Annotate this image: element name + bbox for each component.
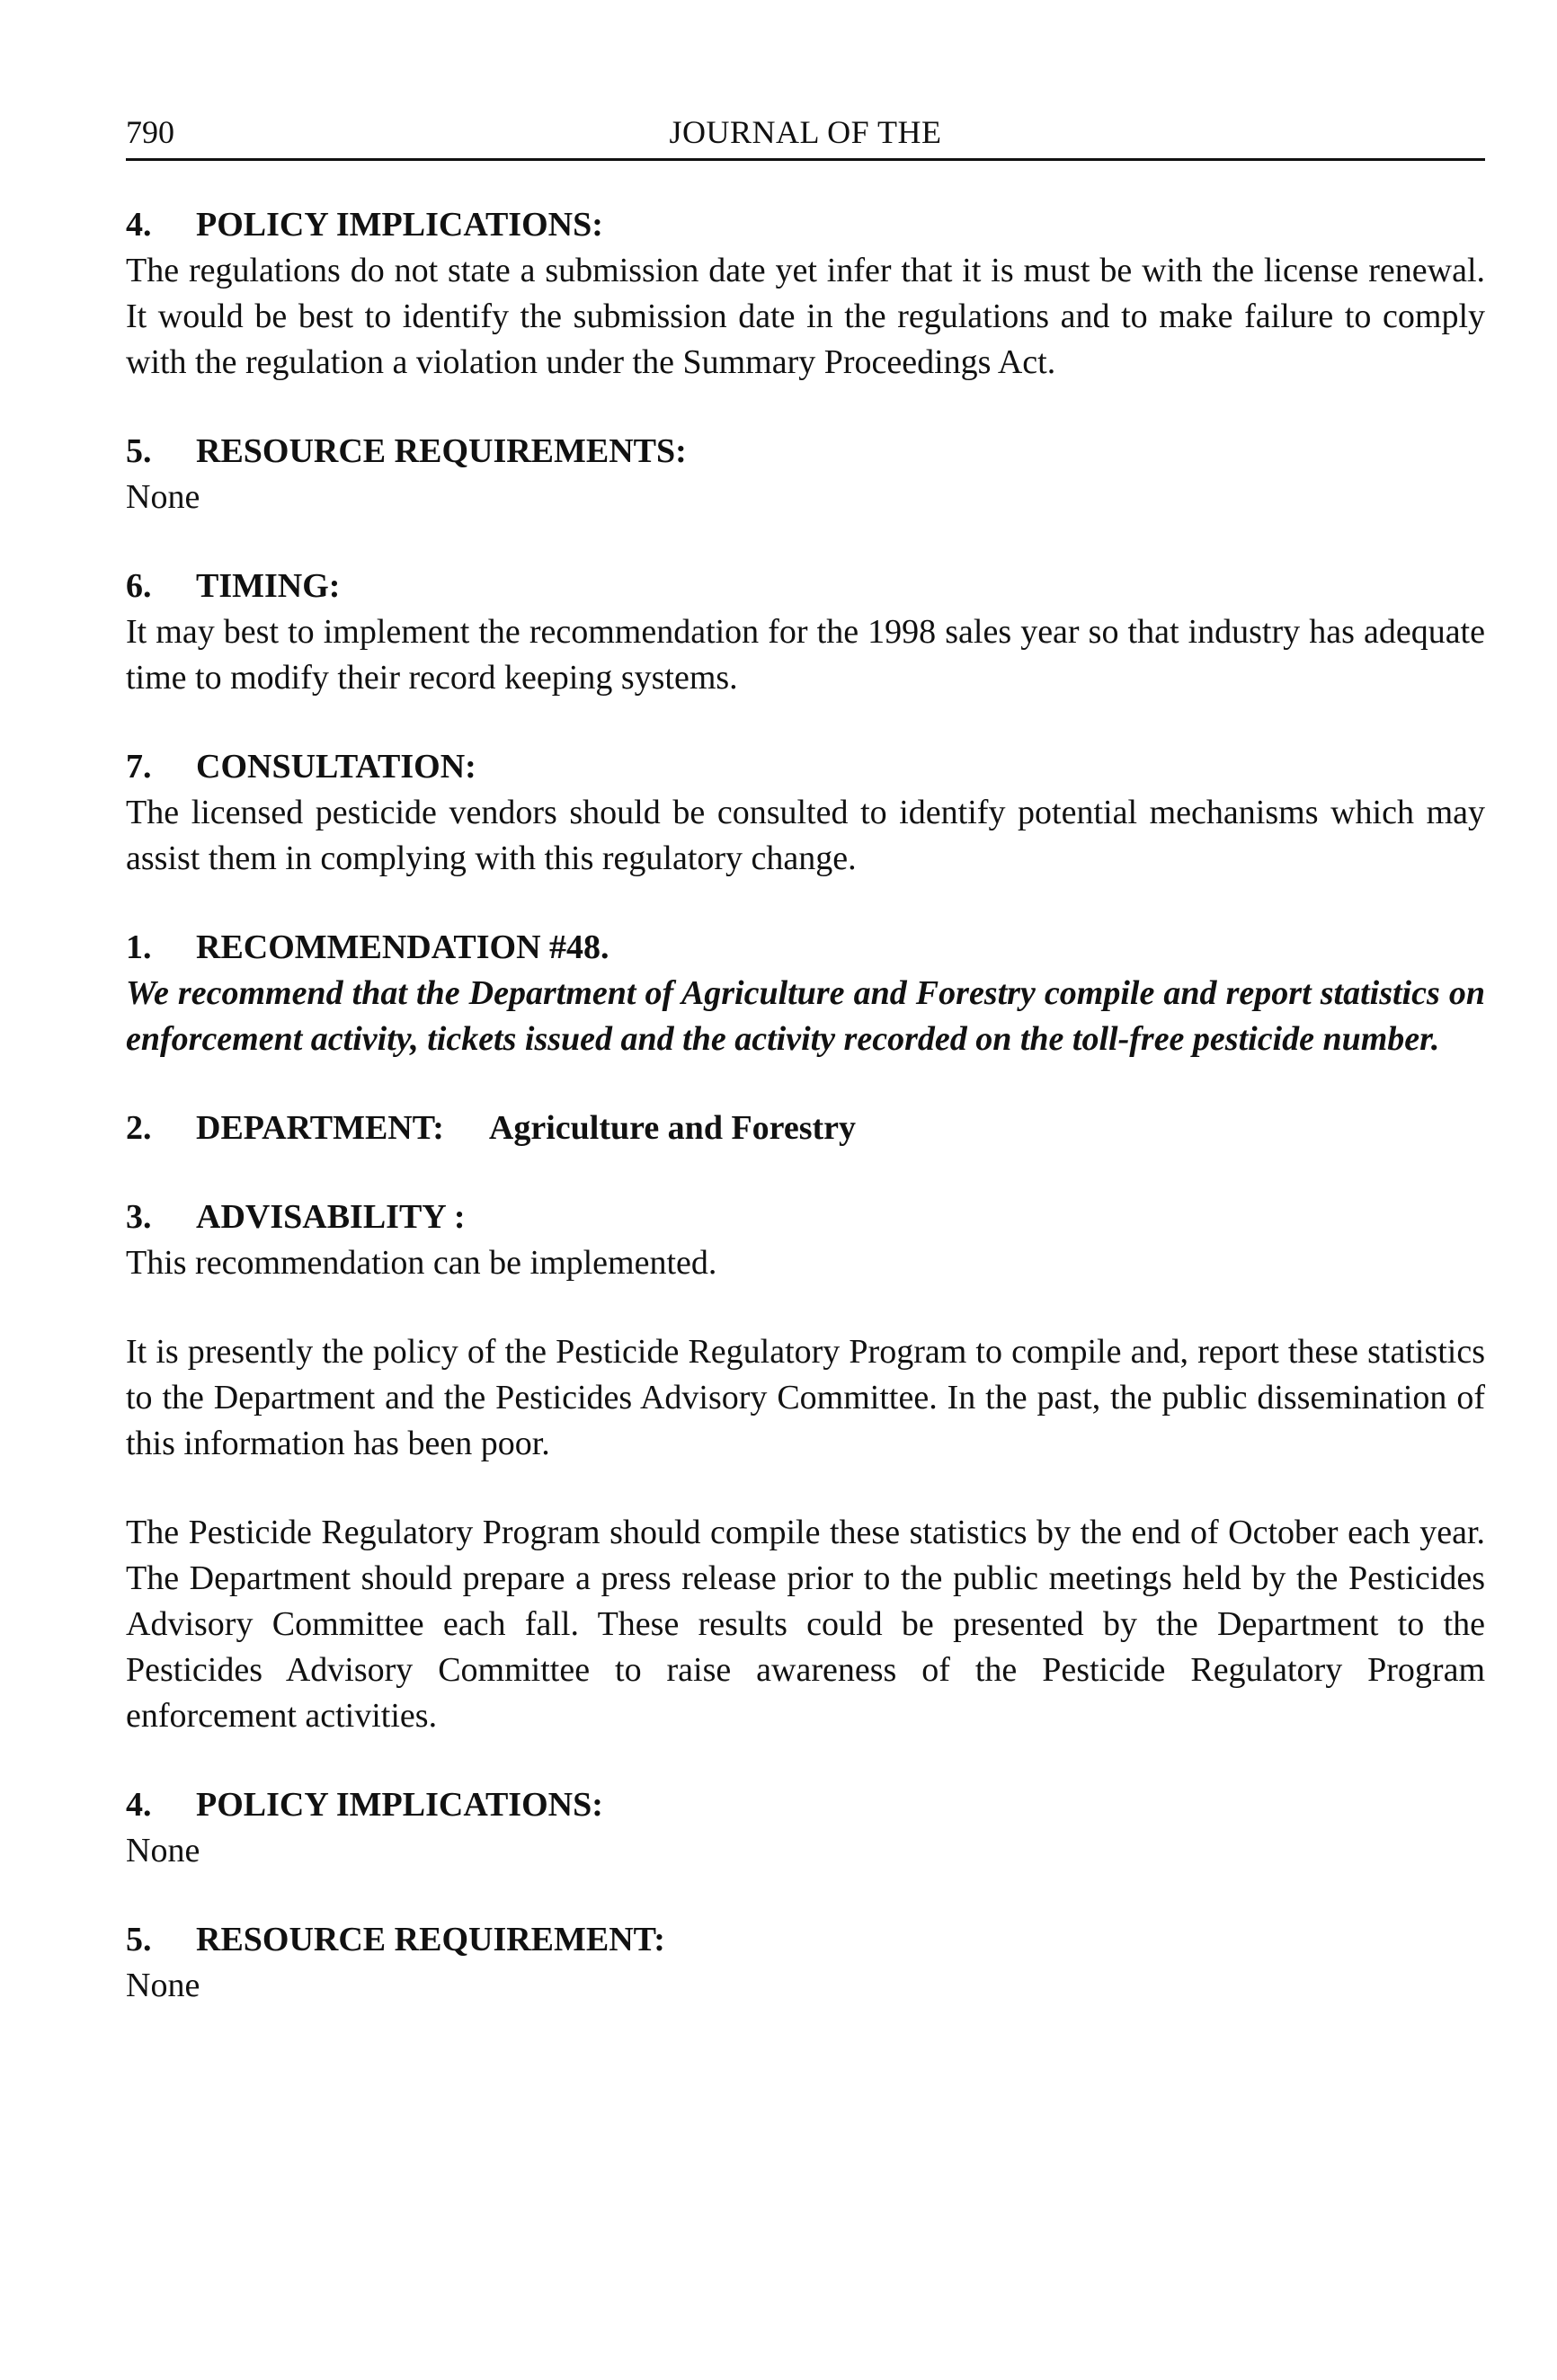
section-heading: [126, 1106, 1485, 1151]
journal-title: JOURNAL OF THE: [669, 114, 942, 150]
section-title: CONSULTATION:: [196, 748, 476, 786]
section-consultation: [126, 744, 1485, 882]
section-timing: [126, 564, 1485, 701]
section-text: None: [126, 1832, 200, 1869]
section-number: 7.: [126, 748, 152, 786]
section-heading: [126, 429, 1485, 475]
section-title: RESOURCE REQUIREMENTS:: [196, 432, 687, 470]
section-text: None: [126, 478, 200, 516]
section-heading: [126, 564, 1485, 609]
section-title: TIMING:: [196, 567, 341, 605]
section-title: DEPARTMENT:: [196, 1109, 444, 1147]
section-title: RESOURCE REQUIREMENT:: [196, 1921, 665, 1958]
document-page: [126, 106, 1485, 2009]
document-body: [126, 202, 1485, 2009]
section-heading: [126, 1917, 1485, 1963]
section-resource-requirements: [126, 429, 1485, 520]
section-number: 4.: [126, 206, 152, 244]
section-title: RECOMMENDATION #48.: [196, 928, 609, 966]
page-number: 790: [126, 114, 174, 150]
section-advisability: [126, 1194, 1485, 1739]
section-number: 6.: [126, 567, 152, 605]
section-heading: [126, 1782, 1485, 1828]
section-text: This recommendation can be implemented.: [126, 1244, 717, 1282]
section-heading: [126, 925, 1485, 971]
section-resource-requirement: [126, 1917, 1485, 2009]
section-heading: [126, 744, 1485, 790]
section-text: The regulations do not state a submission date yet infer that it is must be with the license renewal. It would be best to identify the submission date in the regulations and to make failure to comply with the regulation a violation under the Summary Proceedings Act.: [126, 252, 1485, 381]
section-policy-implications: [126, 202, 1485, 386]
section-number: 3.: [126, 1198, 152, 1236]
section-number: 5.: [126, 1921, 152, 1958]
section-department: [126, 1106, 1485, 1151]
section-title: POLICY IMPLICATIONS:: [196, 206, 603, 244]
section-recommendation: [126, 925, 1485, 1062]
section-policy-implications-2: [126, 1782, 1485, 1874]
recommendation-text: We recommend that the Department of Agriculture and Forestry compile and report statistics on enforcement activity, tickets issued and the activity recorded on the toll-free pesticide number.: [126, 974, 1485, 1058]
section-text: None: [126, 1967, 200, 2004]
section-heading: [126, 1194, 1485, 1240]
running-header: [126, 106, 1485, 161]
section-title: ADVISABILITY :: [196, 1198, 466, 1236]
section-number: 1.: [126, 928, 152, 966]
section-text: The licensed pesticide vendors should be consulted to identify potential mechanisms which may assist them in complying with this regulatory change.: [126, 794, 1485, 877]
department-value: Agriculture and Forestry: [488, 1109, 857, 1147]
section-number: 4.: [126, 1786, 152, 1824]
paragraph: It is presently the policy of the Pesticide Regulatory Program to compile and, report these statistics to the Department and the Pesticides Advisory Committee. In the past, the public dissemination of this information has been poor.: [126, 1333, 1485, 1462]
section-number: 2.: [126, 1109, 152, 1147]
section-number: 5.: [126, 432, 152, 470]
section-title: POLICY IMPLICATIONS:: [196, 1786, 603, 1824]
section-text: It may best to implement the recommendation for the 1998 sales year so that industry has adequate time to modify their record keeping systems.: [126, 613, 1485, 697]
paragraph: The Pesticide Regulatory Program should compile these statistics by the end of October each year. The Department should prepare a press release prior to the public meetings held by the Pesticides Advisory Committee each fall. These results could be presented by the Department to the Pesticides Advisory Committee to raise awareness of the Pesticide Regulatory Program enforcement activities.: [126, 1514, 1485, 1735]
section-heading: [126, 202, 1485, 248]
